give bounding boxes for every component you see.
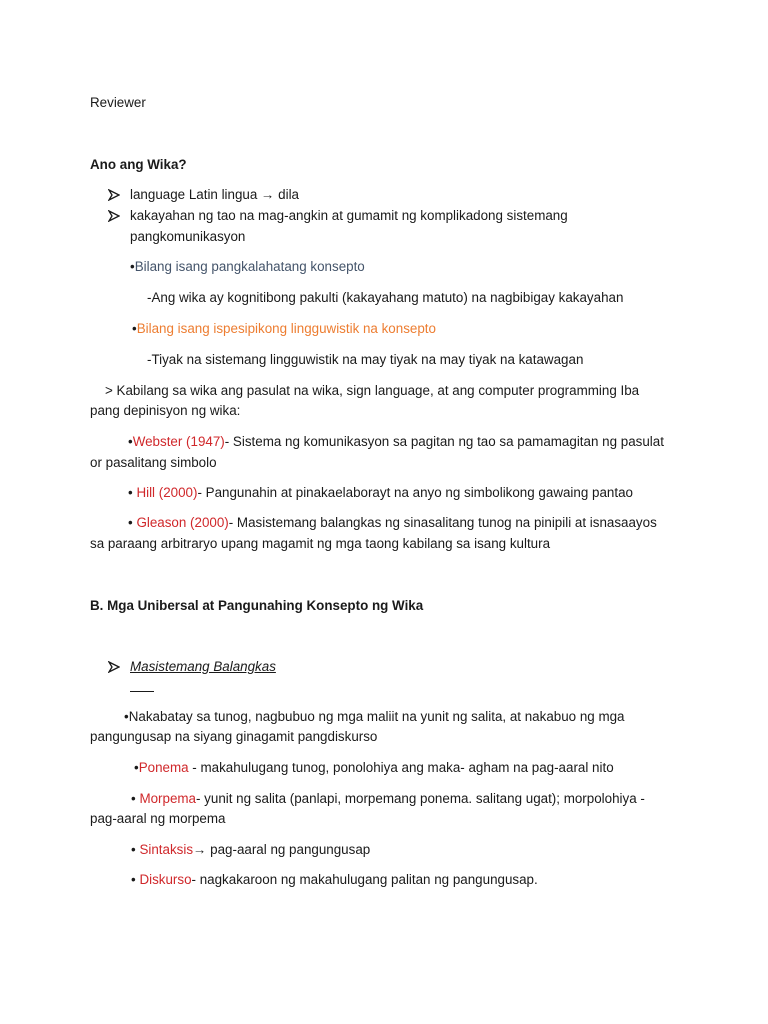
- bullet-dot: •: [130, 259, 135, 274]
- ponema-row: [134, 758, 614, 778]
- gleason-definition: - Masistemang balangkas ng sinasalitang tunog na pinipili at isnasaayos: [228, 515, 657, 530]
- list-item-latin: language Latin lingua → dila: [130, 187, 299, 202]
- gleason-row: [128, 513, 657, 533]
- hill-row: [128, 483, 633, 503]
- gleason-term: Gleason (2000): [136, 515, 229, 530]
- webster-definition-cont: or pasalitang simbolo: [90, 455, 217, 470]
- intro-text: Nakabatay sa tunog, nagbubuo ng mga maliit na yunit ng salita, at nakabuo ng mga: [128, 709, 625, 724]
- bullet-dot: •: [134, 760, 139, 775]
- sintaksis-row: [131, 840, 370, 860]
- ponema-term: Ponema: [138, 760, 189, 775]
- bullet-dot: •: [124, 709, 129, 724]
- arrowhead-bullet-icon: [108, 661, 120, 673]
- arrowhead-bullet-icon: [108, 189, 120, 201]
- kabilang-line1: > Kabilang sa wika ang pasulat na wika, sign language, at ang computer programming Iba: [105, 383, 640, 398]
- ponema-definition: - makahulugang tunog, ponolohiya ang maka- agham na pag-aaral nito: [188, 760, 614, 775]
- bullet-dot: •: [128, 434, 133, 449]
- diskurso-definition: - nagkakaroon ng makahulugang palitan ng pangungusap.: [191, 872, 538, 887]
- short-rule: [130, 691, 154, 692]
- hill-term: Hill (2000): [136, 485, 198, 500]
- webster-definition: - Sistema ng komunikasyon sa pagitan ng tao sa pamamagitan ng pasulat: [224, 434, 664, 449]
- webster-row: [128, 432, 664, 452]
- general-concept-row: [130, 257, 365, 277]
- general-concept-definition: -Ang wika ay kognitibong pakulti (kakayahang matuto) na nagbibigay kakayahan: [147, 290, 624, 305]
- general-concept-label: Bilang isang pangkalahatang konsepto: [134, 259, 365, 274]
- list-item-kakayahan-line1: kakayahan ng tao na mag-angkin at gumamit ng komplikadong sistemang: [130, 208, 568, 223]
- sintaksis-definition: → pag-aaral ng pangungusap: [193, 842, 371, 857]
- bullet-dot: •: [131, 791, 136, 806]
- gleason-definition-cont: sa paraang arbitraryo upang magamit ng mga taong kabilang sa isang kultura: [90, 536, 551, 551]
- specific-concept-label: Bilang isang ispesipikong lingguwistik na konsepto: [136, 321, 436, 336]
- sintaksis-term: Sintaksis: [139, 842, 194, 857]
- section-a-heading: Ano ang Wika?: [90, 157, 187, 172]
- bullet-dot: •: [132, 321, 137, 336]
- kabilang-line2: pang depinisyon ng wika:: [90, 403, 241, 418]
- intro-row: [124, 707, 625, 727]
- section-b-heading: B. Mga Unibersal at Pangunahing Konsepto ng Wika: [90, 598, 424, 613]
- webster-term: Webster (1947): [132, 434, 225, 449]
- masistemang-balangkas-subheading: Masistemang Balangkas: [130, 659, 276, 674]
- arrowhead-bullet-icon: [108, 210, 120, 222]
- bullet-dot: •: [128, 515, 133, 530]
- bullet-dot: •: [131, 842, 136, 857]
- morpema-row: [131, 789, 645, 809]
- list-item-kakayahan-line2: pangkomunikasyon: [130, 229, 246, 244]
- specific-concept-row: [132, 319, 436, 339]
- document-title: Reviewer: [90, 95, 146, 110]
- bullet-dot: •: [128, 485, 133, 500]
- morpema-definition: - yunit ng salita (panlapi, morpemang ponema. salitang ugat); morpolohiya -: [196, 791, 645, 806]
- hill-definition: - Pangunahin at pinakaelaborayt na anyo ng simbolikong gawaing pantao: [197, 485, 633, 500]
- morpema-definition-cont: pag-aaral ng morpema: [90, 811, 226, 826]
- diskurso-term: Diskurso: [139, 872, 192, 887]
- intro-text-cont: pangungusap na siyang ginagamit pangdiskurso: [90, 729, 378, 744]
- morpema-term: Morpema: [139, 791, 196, 806]
- diskurso-row: [131, 870, 538, 890]
- bullet-dot: •: [131, 872, 136, 887]
- specific-concept-definition: -Tiyak na sistemang lingguwistik na may tiyak na may tiyak na katawagan: [147, 352, 584, 367]
